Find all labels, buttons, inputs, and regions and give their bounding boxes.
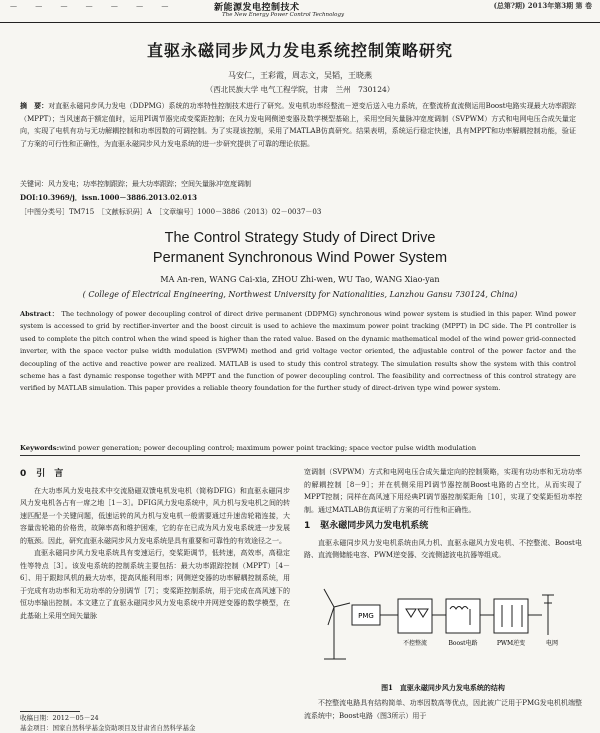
boost-label: Boost电路 [448,640,478,647]
paragraph: 直驱永磁同步风力发电机系统由风力机、直驱永磁风力发电机、不控整流、Boost电路、直流侧储能电容、PWM逆变器、交流侧滤波电抗器等组成。 [304,538,582,559]
keywords-en-text: wind power generation; power decoupling control; maximum power point tracking; space vector pulse width modulation [59,444,477,452]
section-heading-intro [20,468,290,481]
section-divider [20,455,580,456]
paragraph: 在大功率风力发电技术中交流励磁双馈电机发电机（简称DFIG）和直驱永磁同步风力发电机各占有一席之地［1－3］。DFIG风力发电系统中，风力机与发电机之间的转速匹配是一个关键问题，低速运转的风力机与发电机一般需要通过升速齿轮箱连接，大容量齿轮箱的价格贵，故障率高和维护困难，它的存在已成为风力发电系统进一步发展的瓶颈。因此，研究直驱永磁同步风力发电系统是具有重要和可靠性的有效途径之一。 [20,486,290,545]
footnote [20,713,290,733]
right-column [304,466,582,562]
abstract-cn-label: 摘 要： [20,101,49,110]
boost-block [446,599,480,633]
section-title: 驱永磁同步风力发电机系统 [320,521,429,531]
title-en-line1: The Control Strategy Study of Direct Drive [164,230,436,246]
paper-title-en [0,228,600,268]
affiliation-en: ( College of Electrical Engineering, Northwest University for Nationalities, Lanzhou Gansu 730124, China) [82,290,518,299]
rectifier-label: 不控整流 [402,640,428,647]
paragraph: 不控整流电路具有结构简单、功率因数高等优点，因此被广泛用于PMG发电机机端整流系统中；Boost电路（图3所示）用于 [304,699,582,720]
abstract-en [20,308,576,395]
journal-title-en: The New Energy Power Control Technology [222,12,345,18]
section-number: 0 [20,469,27,479]
paragraph: 宽调制（SVPWM）方式和电网电压合成矢量定向的控制策略，实现有功功率和无功功率的解耦控制［8－9］；并在机侧采用PI调节器控制Boost电路的占空比，从而实现了MPPT控制；同样在高风速下用经典PI调节器控制桨距角［10］，实现了变桨距恒功率控制。通过MATLAB仿真证明了方案的可行性和正确性。 [304,468,582,514]
pmg-label: PMG [358,612,374,620]
paper-title-cn: 直驱永磁同步风力发电系统控制策略研究 [146,41,453,60]
received-date: 收稿日期：2012－05－24 [20,714,99,722]
title-en-line2: Permanent Synchronous Wind Power System [152,250,448,266]
journal-title-cn: 新能源发电控制技术 [214,3,300,13]
authors-en: MA An-ren, WANG Cai-xia, ZHOU Zhi-wen, WU Tao, WANG Xiao-yan [160,275,440,284]
classification: ［中图分类号］TM715 ［文献标识码］A ［文章编号］1000－3886（2013）02－0037－03 [20,208,322,216]
affiliation-cn: （西北民族大学 电气工程学院，甘肃 兰州 730124） [205,85,395,94]
post-figure-text [304,697,582,722]
rectifier-block [398,599,432,633]
abstract-cn-text: 对直驱永磁同步风力发电（DDPMG）系统的功率特性控制技术进行了研究。发电机功率经整流－逆变后送入电力系统，在整流桥直流侧运用Boost电路实现最大功率跟踪（MPPT）；当风速高于额定值时，运用PI调节器完成变桨距控制；在风力发电网侧逆变器及数学模型基础上，采用空间矢量脉冲宽度调制（SVPWM）方式和电网电压合成矢量定向，实现了电机有功与无功解耦控制和功率因数的可调控制。为了实现该控制，采用了MATLAB仿真研究。结果表明，系统运行稳定快速，具有MPPT和功率解耦控制功能，验证了方案的可行性和正确性，为直驱永磁同步风力发电系统的进一步研究提供了可靠的理论依据。 [20,102,577,148]
footnote-rule [20,711,80,712]
section-heading-1 [304,520,582,533]
abstract-en-text: The technology of power decoupling control of direct drive permanent (DDPMG) synchronous wind power system is studied in this paper. Wind power system is accessed to grid by rectifier-inverter and the boost circuit is used to achieve the maximum power point tracking (MPPT) in DC side. The PI controller is used to complete the pitch control when the wind speed is higher than the rated value. Based on the dynamic mathematical model of the wind power grid-connected inverter, with the space vector pulse width modulation (SVPWM) method and grid voltage vector oriented, the adjustable control of the power factor and the decoupling of the active and reactive power are realized. MATLAB is used to study this control strategy. The simulation results show the system with this control scheme has a fast dynamic response together with MPPT and the function of power decoupling control. The feasibility and correctness of this control strategy are verified by MATLAB simulation. This paper provides a reliable theory foundation for the further study of direct-driven type wind power system. [20,310,576,393]
left-column [20,466,290,622]
grid-label: 电网 [545,640,559,647]
figure-caption: 图1 直驱永磁同步风力发电系统的结构 [381,683,505,692]
section-number: 1 [304,521,311,531]
authors-cn: 马安仁，王彩霞，周志文，吴韬，王晓燕 [228,71,372,80]
header-dashes: — — — — — — — [10,2,177,10]
abstract-en-label: Abstract： [20,310,59,318]
keywords-en-label: Keywords: [20,444,60,452]
abstract-cn [20,100,576,150]
wind-turbine-icon [324,589,350,659]
section-title: 引 言 [36,469,64,479]
inverter-block [494,599,528,633]
grid-icon [542,595,554,635]
doi: DOI:10.3969/j．issn.1000－3886.2013.02.013 [20,193,197,202]
system-structure-figure [320,579,570,681]
issue-info: (总第?期) 2013年第3期 第 卷 [493,1,592,10]
paragraph: 直驱永磁同步风力发电系统具有变速运行，变桨距调节，低转速，高效率，高稳定性等特点［3］。该发电系统的控制系统主要包括：最大功率跟踪控制（MPPT）［4－6］、用于跟踪风机的最大功率，提高风能利用率；网侧逆变器的功率解耦控制系统，用于完成有功功率和无功功率的分别调节［7］；变桨距控制系统，用于完成在高风速下的恒功率输出控制。本文建立了直驱永磁同步风力发电系统中并网逆变器的数学模型，在此基础上采用空间矢量脉 [20,549,290,620]
keywords-cn: 关键词：风力发电；功率控制跟踪；最大功率跟踪；空间矢量脉冲宽度调制 [20,180,251,188]
inverter-label: PWM逆变 [496,640,526,647]
page-header [0,0,600,23]
keywords-en [20,444,590,452]
fund-info: 基金项目：国家自然科学基金资助项目及甘肃省自然科学基金 [20,724,196,732]
